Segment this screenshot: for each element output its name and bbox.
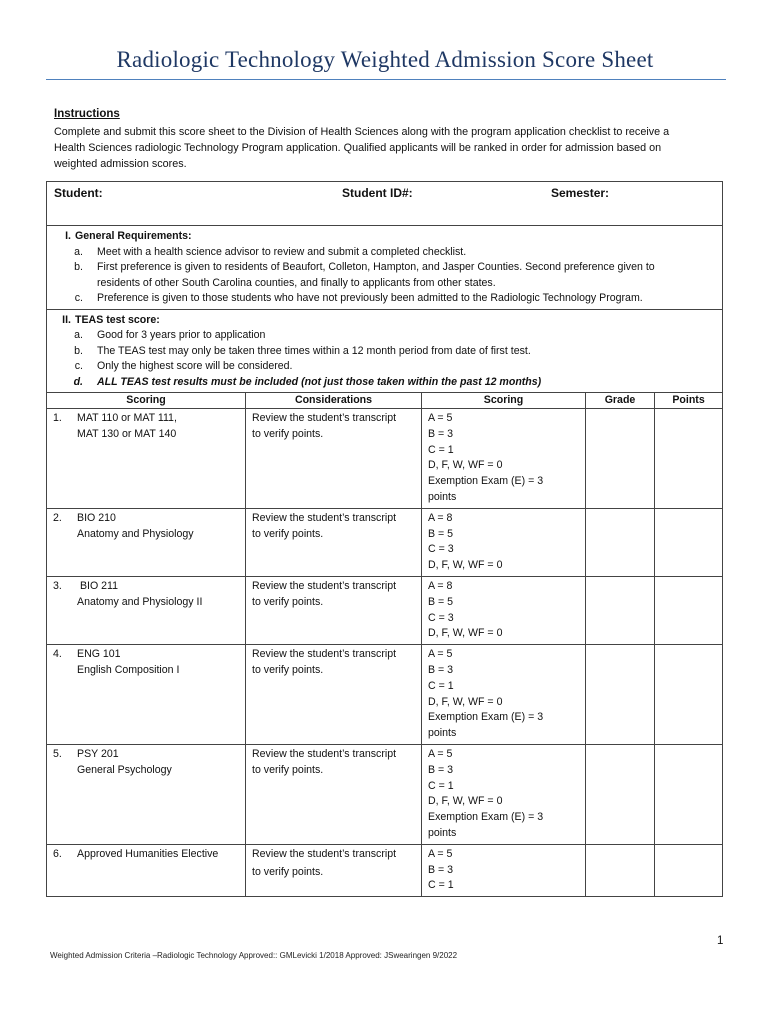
considerations-cell: Review the student’s transcript to verify points.	[246, 576, 422, 644]
footer-text: Weighted Admission Criteria –Radiologic Technology Approved:: GMLevicki 1/2018 Approved: JSwearingen 9/2022	[50, 951, 458, 960]
scoring-cell: A = 5 B = 3 C = 1 D, F, W, WF = 0 Exemption Exam (E) = 3 points	[422, 645, 586, 745]
course-name: BIO 211	[77, 579, 119, 592]
general-requirements-section	[47, 226, 723, 310]
course-subtitle: MAT 130 or MAT 140	[77, 427, 177, 440]
student-id-label: Student ID#:	[342, 186, 413, 200]
student-info-cell[interactable]	[47, 182, 723, 226]
course-subtitle: General Psychology	[77, 763, 172, 776]
row-number: 5.	[53, 747, 62, 760]
list-item: a. Meet with a health science advisor to review and submit a completed checklist.	[74, 245, 467, 258]
course-cell	[47, 508, 246, 576]
scoring-cell: A = 8 B = 5 C = 3 D, F, W, WF = 0	[422, 576, 586, 644]
row-number: 4.	[53, 648, 62, 661]
student-label: Student:	[54, 186, 103, 200]
section-number: II.	[62, 313, 71, 326]
course-name: ENG 101	[77, 648, 121, 661]
section-title: TEAS test score:	[75, 313, 160, 326]
instructions-line: Complete and submit this score sheet to the Division of Health Sciences along with the program application checklist to receive a	[54, 126, 670, 138]
considerations-cell: Review the student’s transcript to verify points.	[246, 844, 422, 896]
considerations-cell: Review the student’s transcript to verify points.	[246, 409, 422, 509]
table-row	[47, 844, 723, 896]
scoring-cell: A = 5 B = 3 C = 1 D, F, W, WF = 0 Exemption Exam (E) = 3 points	[422, 409, 586, 509]
course-name: Approved Humanities Elective	[77, 847, 219, 860]
grade-cell[interactable]	[586, 645, 655, 745]
grade-cell[interactable]	[586, 409, 655, 509]
course-subtitle: Anatomy and Physiology	[77, 527, 194, 540]
table-row	[47, 576, 723, 644]
considerations-cell: Review the student’s transcript to verify points.	[246, 508, 422, 576]
table-row	[47, 645, 723, 745]
student-info-row	[47, 182, 723, 226]
scoring-cell: A = 5 B = 3 C = 1 D, F, W, WF = 0 Exemption Exam (E) = 3 points	[422, 744, 586, 844]
section-title: General Requirements:	[75, 230, 192, 242]
semester-label: Semester:	[551, 186, 610, 200]
points-cell[interactable]	[655, 576, 723, 644]
course-cell	[47, 844, 246, 896]
row-number: 1.	[53, 412, 62, 424]
list-item: b. The TEAS test may only be taken three times within a 12 month period from date of first test.	[74, 344, 531, 357]
points-cell[interactable]	[655, 744, 723, 844]
section-number: I.	[65, 230, 71, 242]
page-number: 1	[717, 935, 724, 947]
row-number: 2.	[53, 511, 62, 524]
course-name: PSY 201	[77, 747, 119, 760]
header-considerations: Considerations	[246, 393, 422, 409]
instructions-heading: Instructions	[54, 108, 120, 120]
title-divider	[46, 79, 726, 80]
course-name: BIO 210	[77, 511, 116, 524]
header-scoring: Scoring	[47, 393, 246, 409]
points-cell[interactable]	[655, 409, 723, 509]
list-item: b. First preference is given to residents of Beaufort, Colleton, Hampton, and Jasper Counties. Second preference given to	[74, 261, 655, 273]
list-item: c. Only the highest score will be considered.	[74, 360, 293, 372]
grade-cell[interactable]	[586, 844, 655, 896]
list-item: c. Preference is given to those students who have not previously been admitted to the Radiologic Technology Program.	[74, 292, 643, 304]
instructions-text	[54, 124, 722, 172]
row-number: 3.	[53, 579, 62, 592]
points-cell[interactable]	[655, 508, 723, 576]
points-cell[interactable]	[655, 844, 723, 896]
header-scoring-values: Scoring	[422, 393, 586, 409]
table-row	[47, 508, 723, 576]
header-grade: Grade	[586, 393, 655, 409]
course-cell	[47, 409, 246, 509]
course-subtitle: English Composition I	[77, 663, 180, 676]
table-row	[47, 409, 723, 509]
course-cell	[47, 576, 246, 644]
list-item: a. Good for 3 years prior to application	[74, 329, 266, 341]
considerations-cell: Review the student’s transcript to verify points.	[246, 645, 422, 745]
score-sheet-table	[46, 181, 723, 897]
course-cell	[47, 744, 246, 844]
instructions-line: weighted admission scores.	[54, 158, 187, 170]
course-subtitle: Anatomy and Physiology II	[77, 595, 203, 608]
list-item-emphasis: d. ALL TEAS test results must be included (not just those taken within the past 12 months)	[73, 375, 542, 388]
grade-cell[interactable]	[586, 576, 655, 644]
table-header-row	[47, 393, 723, 409]
course-name: MAT 110 or MAT 111,	[77, 412, 177, 424]
list-item-continuation: residents of other South Carolina counties, and finally to applicants from other states.	[97, 276, 496, 289]
scoring-cell: A = 8 B = 5 C = 3 D, F, W, WF = 0	[422, 508, 586, 576]
instructions-line: Health Sciences radiologic Technology Program application. Qualified applicants will be ranked in order for admission based on	[54, 142, 662, 154]
course-cell	[47, 645, 246, 745]
row-number: 6.	[53, 847, 62, 860]
table-row	[47, 744, 723, 844]
grade-cell[interactable]	[586, 508, 655, 576]
points-cell[interactable]	[655, 645, 723, 745]
scoring-cell: A = 5 B = 3 C = 1	[422, 844, 586, 896]
page-title: Radiologic Technology Weighted Admission Score Sheet	[116, 47, 654, 72]
teas-section	[47, 309, 723, 393]
general-requirements-row	[47, 226, 723, 310]
teas-row	[47, 309, 723, 393]
header-points: Points	[655, 393, 723, 409]
grade-cell[interactable]	[586, 744, 655, 844]
considerations-cell: Review the student’s transcript to verify points.	[246, 744, 422, 844]
